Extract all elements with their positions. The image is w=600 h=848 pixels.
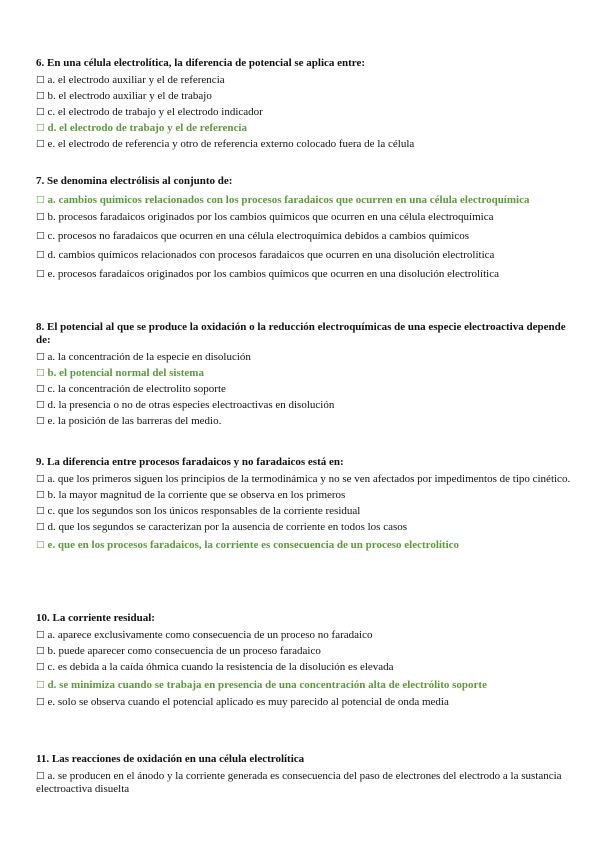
checkbox-icon[interactable]: □ xyxy=(36,415,45,426)
option-10b[interactable] xyxy=(36,645,572,658)
question-10 xyxy=(36,612,572,712)
option-8c[interactable] xyxy=(36,383,572,396)
checkbox-icon[interactable]: □ xyxy=(36,661,45,672)
option-text: a. cambios químicos relacionados con los procesos faradaicos que ocurren en una célula electroquímica xyxy=(47,193,530,206)
question-6-title: 6. En una célula electrolítica, la diferencia de potencial se aplica entre: xyxy=(36,57,366,69)
option-text: e. que en los procesos faradaicos, la corriente es consecuencia de un proceso electrolítico xyxy=(47,538,460,551)
option-text: c. la concentración de electrolito soporte xyxy=(47,382,226,395)
question-7-title: 7. Se denomina electrólisis al conjunto de: xyxy=(36,175,233,187)
option-text: e. solo se observa cuando el potencial aplicado es muy parecido al potencial de onda media xyxy=(47,696,449,709)
option-text: b. el potencial normal del sistema xyxy=(47,366,204,379)
option-text: d. cambios químicos relacionados con procesos faradaicos que ocurren en una disolución electrolítica xyxy=(47,249,495,262)
checkbox-icon[interactable]: □ xyxy=(36,250,45,261)
option-text: d. se minimiza cuando se trabaja en presencia de una concentración alta de electrólito soporte xyxy=(47,678,487,691)
option-9d[interactable] xyxy=(36,521,572,534)
checkbox-icon[interactable]: □ xyxy=(36,351,45,362)
option-text: c. procesos no faradaicos que ocurren en una célula electroquímica debidos a cambios químicos xyxy=(47,230,470,243)
checkbox-icon[interactable]: □ xyxy=(36,138,45,149)
option-text: a. aparece exclusivamente como consecuencia de un proceso no faradaico xyxy=(47,628,373,641)
option-8b-correct[interactable] xyxy=(36,367,572,380)
option-text: d. la presencia o no de otras especies electroactivas en disolución xyxy=(47,398,335,411)
option-text: e. el electrodo de referencia y otro de referencia externo colocado fuera de la célula xyxy=(47,137,415,150)
checkbox-icon[interactable]: □ xyxy=(36,269,45,280)
checkbox-icon[interactable]: □ xyxy=(36,399,45,410)
checkbox-icon[interactable]: □ xyxy=(36,90,45,101)
option-8a[interactable] xyxy=(36,351,572,364)
option-8e[interactable] xyxy=(36,415,572,428)
question-11-title: 11. Las reacciones de oxidación en una célula electrolítica xyxy=(36,753,305,765)
option-6c[interactable] xyxy=(36,106,572,119)
option-text: d. que los segundos se caracterizan por la ausencia de corriente en todos los casos xyxy=(47,520,408,533)
option-9c[interactable] xyxy=(36,505,572,518)
checkbox-icon[interactable]: □ xyxy=(36,770,45,781)
option-6a[interactable] xyxy=(36,74,572,87)
checkbox-icon[interactable]: □ xyxy=(36,74,45,85)
option-text: a. el electrodo auxiliar y el de referencia xyxy=(47,73,225,86)
question-10-title: 10. La corriente residual: xyxy=(36,612,155,624)
option-text: a. la concentración de la especie en disolución xyxy=(47,350,251,363)
option-text: c. que los segundos son los únicos responsables de la corriente residual xyxy=(47,504,361,517)
checkbox-icon[interactable]: □ xyxy=(36,679,45,690)
checkbox-icon[interactable]: □ xyxy=(36,489,45,500)
option-9b[interactable] xyxy=(36,489,572,502)
option-6d-correct[interactable] xyxy=(36,122,572,135)
question-8-title: 8. El potencial al que se produce la oxidación o la reducción electroquímicas de una especie electroactiva depende de: xyxy=(36,321,566,346)
checkbox-icon[interactable]: □ xyxy=(36,212,45,223)
option-text: b. puede aparecer como consecuencia de un proceso faradaico xyxy=(47,644,321,657)
option-9a[interactable] xyxy=(36,473,572,486)
option-10a[interactable] xyxy=(36,629,572,642)
checkbox-icon[interactable]: □ xyxy=(36,473,45,484)
checkbox-icon[interactable]: □ xyxy=(36,194,45,205)
option-7d[interactable] xyxy=(36,249,572,262)
checkbox-icon[interactable]: □ xyxy=(36,645,45,656)
option-text: b. la mayor magnitud de la corriente que se observa en los primeros xyxy=(47,488,346,501)
option-text: c. el electrodo de trabajo y el electrodo indicador xyxy=(47,105,263,118)
option-10e[interactable] xyxy=(36,696,572,709)
checkbox-icon[interactable]: □ xyxy=(36,367,45,378)
option-6b[interactable] xyxy=(36,90,572,103)
option-10c[interactable] xyxy=(36,661,572,674)
checkbox-icon[interactable]: □ xyxy=(36,122,45,133)
question-9-title: 9. La diferencia entre procesos faradaicos y no faradaicos está en: xyxy=(36,456,344,468)
question-9 xyxy=(36,456,572,556)
option-7a-correct[interactable] xyxy=(36,192,572,209)
checkbox-icon[interactable]: □ xyxy=(36,629,45,640)
question-8 xyxy=(36,321,572,431)
checkbox-icon[interactable]: □ xyxy=(36,539,45,550)
option-text: b. procesos faradaicos originados por los cambios químicos que ocurren en una célula electroquímica xyxy=(47,211,494,224)
question-6 xyxy=(36,57,572,154)
option-10d-correct[interactable] xyxy=(36,677,572,694)
option-7b[interactable] xyxy=(36,211,572,224)
option-text: c. es debida a la caída óhmica cuando la resistencia de la disolución es elevada xyxy=(47,660,394,673)
checkbox-icon[interactable]: □ xyxy=(36,521,45,532)
checkbox-icon[interactable]: □ xyxy=(36,697,45,708)
option-text: b. el electrodo auxiliar y el de trabajo xyxy=(47,89,212,102)
option-text: a. se producen en el ánodo y la corriente generada es consecuencia del paso de electrones del electrodo a la sustancia electroactiva disuelta xyxy=(36,769,562,795)
option-6e[interactable] xyxy=(36,138,572,151)
question-7 xyxy=(36,175,572,284)
question-11 xyxy=(36,753,572,799)
option-7e[interactable] xyxy=(36,268,572,281)
checkbox-icon[interactable]: □ xyxy=(36,106,45,117)
checkbox-icon[interactable]: □ xyxy=(36,383,45,394)
option-11a[interactable] xyxy=(36,770,572,796)
option-text: d. el electrodo de trabajo y el de referencia xyxy=(47,121,247,134)
option-8d[interactable] xyxy=(36,399,572,412)
option-9e-correct[interactable] xyxy=(36,537,572,554)
checkbox-icon[interactable]: □ xyxy=(36,231,45,242)
option-text: e. la posición de las barreras del medio. xyxy=(47,414,222,427)
option-text: a. que los primeros siguen los principios de la termodinámica y no se ven afectados por impedimentos de tipo cinético. xyxy=(47,472,571,485)
checkbox-icon[interactable]: □ xyxy=(36,505,45,516)
option-7c[interactable] xyxy=(36,230,572,243)
option-text: e. procesos faradaicos originados por los cambios químicos que ocurren en una disolución electrolítica xyxy=(47,268,499,281)
